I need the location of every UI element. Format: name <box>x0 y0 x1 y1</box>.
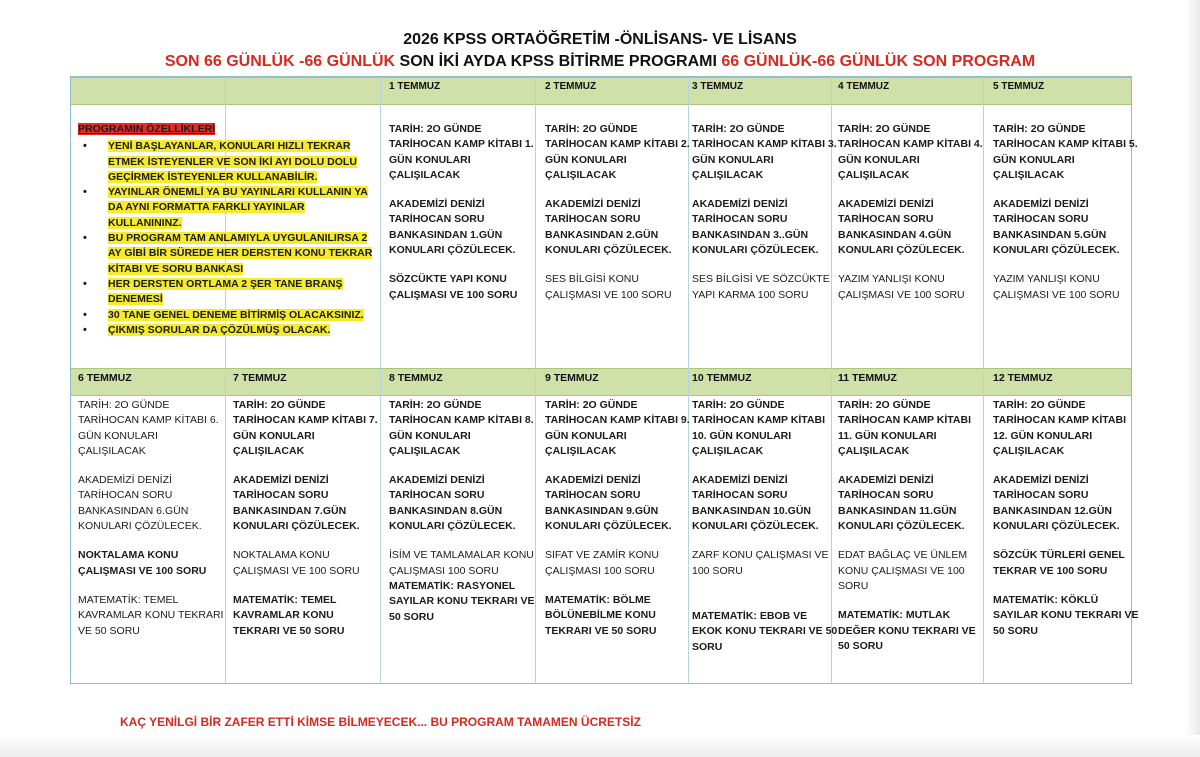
day-header: 3 TEMMUZ <box>692 81 744 92</box>
question-bank-task: AKADEMİZİ DENİZİ TARİHOCAN SORU BANKASINDAN 9.GÜN KONULARI ÇÖZÜLECEK. <box>545 474 672 533</box>
math-task: MATEMATİK: TEMEL KAVRAMLAR KONU TEKRARI VE 50 SORU <box>78 593 224 637</box>
turkish-task: SES BİLGİSİ KONU ÇALIŞMASI VE 100 SORU <box>545 273 672 301</box>
features-list-item: • YENİ BAŞLAYANLAR, KONULARI HIZLI TEKRAR ETMEK İSTEYENLER VE SON İKİ AYI DOLU DOLU GEÇİRMEK İSTEYENLER KULLANABİLİR. <box>78 139 378 185</box>
features-list-item: • BU PROGRAM TAM ANLAMIYLA UYGULANILIRSA 2 AY GİBİ BİR SÜREDE HER DERSTEN KONU TEKRAR KİTABI VE SORU BANKASI <box>78 231 378 277</box>
history-task: TARİH: 2O GÜNDE TARİHOCAN KAMP KİTABI 9. GÜN KONULARI ÇALIŞILACAK <box>545 399 690 457</box>
day-cell <box>389 398 535 639</box>
turkish-task: NOKTALAMA KONU ÇALIŞMASI VE 100 SORU <box>78 549 207 577</box>
day-header: 1 TEMMUZ <box>389 81 441 92</box>
history-task: TARİH: 2O GÜNDE TARİHOCAN KAMP KİTABI 12. GÜN KONULARI ÇALIŞILACAK <box>993 399 1126 457</box>
features-title: PROGRAMIN ÖZELLİKLERİ <box>78 123 216 135</box>
page-edge-shadow-right <box>1186 0 1200 757</box>
question-bank-task: AKADEMİZİ DENİZİ TARİHOCAN SORU BANKASINDAN 4.GÜN KONULARI ÇÖZÜLECEK. <box>838 198 965 257</box>
day-header: 6 TEMMUZ <box>78 372 132 384</box>
day-cell <box>692 398 838 669</box>
history-task: TARİH: 2O GÜNDE TARİHOCAN KAMP KİTABI 4. GÜN KONULARI ÇALIŞILACAK <box>838 123 983 181</box>
question-bank-task: AKADEMİZİ DENİZİ TARİHOCAN SORU BANKASINDAN 10.GÜN KONULARI ÇÖZÜLECEK. <box>692 474 819 533</box>
day-cell <box>233 398 379 653</box>
question-bank-task: AKADEMİZİ DENİZİ TARİHOCAN SORU BANKASINDAN 1.GÜN KONULARI ÇÖZÜLECEK. <box>389 198 516 257</box>
day-cell <box>692 122 838 317</box>
math-task: MATEMATİK: EBOB VE EKOK KONU TEKRARI VE 50 SORU <box>692 609 838 653</box>
history-task: TARİH: 2O GÜNDE TARİHOCAN KAMP KİTABI 3. GÜN KONULARI ÇALIŞILACAK <box>692 123 837 181</box>
math-task: MATEMATİK: MUTLAK DEĞER KONU TEKRARI VE 50 SORU <box>838 609 976 652</box>
turkish-task: YAZIM YANLIŞI KONU ÇALIŞMASI VE 100 SORU <box>838 273 965 301</box>
subtitle-red-part-2: 66 GÜNLÜK-66 GÜNLÜK SON PROGRAM <box>721 53 1036 70</box>
day-cell <box>389 122 535 317</box>
features-list-item: • HER DERSTEN ORTLAMA 2 ŞER TANE BRANŞ DENEMESİ <box>78 277 378 308</box>
document-subtitle <box>0 53 1200 71</box>
turkish-task: SIFAT VE ZAMİR KONU ÇALIŞMASI 100 SORU <box>545 549 659 577</box>
day-header: 2 TEMMUZ <box>545 81 597 92</box>
turkish-task: SÖZCÜK TÜRLERİ GENEL TEKRAR VE 100 SORU <box>993 549 1125 577</box>
program-features <box>78 122 378 338</box>
history-task: TARİH: 2O GÜNDE TARİHOCAN KAMP KİTABI 2. GÜN KONULARI ÇALIŞILACAK <box>545 123 690 181</box>
day-header: 7 TEMMUZ <box>233 372 287 384</box>
day-header: 9 TEMMUZ <box>545 372 599 384</box>
turkish-task: İSİM VE TAMLAMALAR KONU ÇALIŞMASI 100 SORU <box>389 549 534 577</box>
history-task: TARİH: 2O GÜNDE TARİHOCAN KAMP KİTABI 1. GÜN KONULARI ÇALIŞILACAK <box>389 123 534 181</box>
question-bank-task: AKADEMİZİ DENİZİ TARİHOCAN SORU BANKASINDAN 12.GÜN KONULARI ÇÖZÜLECEK. <box>993 474 1120 533</box>
history-task: TARİH: 2O GÜNDE TARİHOCAN KAMP KİTABI 8. GÜN KONULARI ÇALIŞILACAK <box>389 399 534 457</box>
schedule-table <box>70 76 1139 684</box>
turkish-task: YAZIM YANLIŞI KONU ÇALIŞMASI VE 100 SORU <box>993 273 1120 301</box>
day-header: 10 TEMMUZ <box>692 372 752 384</box>
features-list-item: • YAYINLAR ÖNEMLİ YA BU YAYINLARI KULLANIN YA DA AYNI FORMATTA FARKLI YAYINLAR KULLANININZ. <box>78 185 378 231</box>
column-divider <box>380 77 381 683</box>
question-bank-task: AKADEMİZİ DENİZİ TARİHOCAN SORU BANKASINDAN 3..GÜN KONULARI ÇÖZÜLECEK. <box>692 198 819 257</box>
turkish-task: NOKTALAMA KONU ÇALIŞMASI VE 100 SORU <box>233 549 360 577</box>
document-title: 2026 KPSS ORTAÖĞRETİM -ÖNLİSANS- VE LİSANS <box>403 31 797 48</box>
day-header: 11 TEMMUZ <box>838 372 897 384</box>
turkish-task: ZARF KONU ÇALIŞMASI VE 100 SORU <box>692 549 829 577</box>
history-task: TARİH: 2O GÜNDE TARİHOCAN KAMP KİTABI 6. GÜN KONULARI ÇALIŞILACAK <box>78 399 219 457</box>
day-header: 4 TEMMUZ <box>838 81 890 92</box>
day-cell <box>993 398 1139 653</box>
math-task: MATEMATİK: RASYONEL SAYILAR KONU TEKRARI VE 50 SORU <box>389 579 535 623</box>
day-cell <box>545 122 691 317</box>
features-list <box>78 139 378 338</box>
math-task: MATEMATİK: BÖLME BÖLÜNEBİLME KONU TEKRARI VE 50 SORU <box>545 593 657 637</box>
features-list-item: • ÇIKMIŞ SORULAR DA ÇÖZÜLMÜŞ OLACAK. <box>78 323 378 338</box>
question-bank-task: AKADEMİZİ DENİZİ TARİHOCAN SORU BANKASINDAN 6.GÜN KONULARI ÇÖZÜLECEK. <box>78 474 202 533</box>
header-row-2 <box>71 368 1131 396</box>
day-cell <box>838 122 984 317</box>
day-header: 5 TEMMUZ <box>993 81 1045 92</box>
history-task: TARİH: 2O GÜNDE TARİHOCAN KAMP KİTABI 10. GÜN KONULARI ÇALIŞILACAK <box>692 399 825 457</box>
question-bank-task: AKADEMİZİ DENİZİ TARİHOCAN SORU BANKASINDAN 5.GÜN KONULARI ÇÖZÜLECEK. <box>993 198 1120 257</box>
day-header: 12 TEMMUZ <box>993 372 1053 384</box>
subtitle-red-part-1: SON 66 GÜNLÜK -66 GÜNLÜK <box>164 53 396 70</box>
question-bank-task: AKADEMİZİ DENİZİ TARİHOCAN SORU BANKASINDAN 2.GÜN KONULARI ÇÖZÜLECEK. <box>545 198 672 257</box>
turkish-task: EDAT BAĞLAÇ VE ÜNLEM KONU ÇALIŞMASI VE 100 SORU <box>838 549 968 592</box>
question-bank-task: AKADEMİZİ DENİZİ TARİHOCAN SORU BANKASINDAN 8.GÜN KONULARI ÇÖZÜLECEK. <box>389 474 516 533</box>
math-task: MATEMATİK: KÖKLÜ SAYILAR KONU TEKRARI VE 50 SORU <box>993 593 1139 637</box>
day-cell <box>545 398 691 653</box>
header-row-1 <box>71 77 1131 105</box>
question-bank-task: AKADEMİZİ DENİZİ TARİHOCAN SORU BANKASINDAN 7.GÜN KONULARI ÇÖZÜLECEK. <box>233 474 360 533</box>
history-task: TARİH: 2O GÜNDE TARİHOCAN KAMP KİTABI 11. GÜN KONULARI ÇALIŞILACAK <box>838 399 971 457</box>
footer-motto: KAÇ YENİLGİ BİR ZAFER ETTİ KİMSE BİLMEYECEK... BU PROGRAM TAMAMEN ÜCRETSİZ <box>120 715 641 729</box>
column-divider <box>535 77 536 683</box>
day-cell <box>993 122 1139 317</box>
history-task: TARİH: 2O GÜNDE TARİHOCAN KAMP KİTABI 7. GÜN KONULARI ÇALIŞILACAK <box>233 399 378 457</box>
day-header: 8 TEMMUZ <box>389 372 443 384</box>
turkish-task: SES BİLGİSİ VE SÖZCÜKTE YAPI KARMA 100 SORU <box>692 273 830 301</box>
features-list-item: • 30 TANE GENEL DENEME BİTİRMİŞ OLACAKSINIZ. <box>78 308 378 323</box>
history-task: TARİH: 2O GÜNDE TARİHOCAN KAMP KİTABI 5. GÜN KONULARI ÇALIŞILACAK <box>993 123 1138 181</box>
day-cell <box>838 398 984 668</box>
subtitle-dark-part: SON İKİ AYDA KPSS BİTİRME PROGRAMI <box>395 53 722 70</box>
math-task: MATEMATİK: TEMEL KAVRAMLAR KONU TEKRARI VE 50 SORU <box>233 593 345 637</box>
turkish-task: SÖZCÜKTE YAPI KONU ÇALIŞMASI VE 100 SORU <box>389 273 518 301</box>
page-edge-shadow-bottom <box>0 735 1200 757</box>
day-cell <box>78 398 224 653</box>
question-bank-task: AKADEMİZİ DENİZİ TARİHOCAN SORU BANKASINDAN 11.GÜN KONULARI ÇÖZÜLECEK. <box>838 474 965 533</box>
